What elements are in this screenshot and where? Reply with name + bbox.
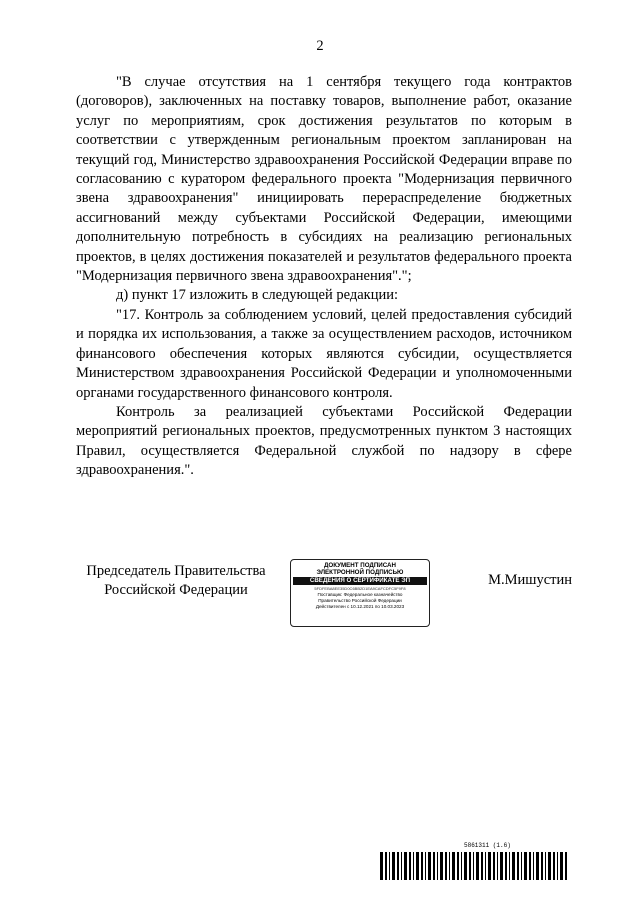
barcode-bar	[481, 852, 483, 880]
barcode-bar	[500, 852, 503, 880]
barcode-bar	[397, 852, 399, 880]
barcode-bar	[433, 852, 435, 880]
barcode	[380, 852, 568, 880]
signatory-name: М.Мишустин	[488, 572, 572, 588]
paragraph: "17. Контроль за соблюдением условий, целей предоставления субсидий и порядка их использования, а также за осуществлением расходов, источником финансового обеспечения которых являются субсидии, осуществляется Министерством здравоохранения Российской Федерации и уполномоченными органами государственного финансового контроля.	[76, 306, 572, 401]
barcode-bar	[473, 852, 474, 880]
barcode-bar	[505, 852, 507, 880]
barcode-bar	[440, 852, 443, 880]
barcode-bar	[409, 852, 411, 880]
barcode-bar	[548, 852, 551, 880]
stamp-heading-line: ДОКУМЕНТ ПОДПИСАН	[324, 562, 396, 569]
barcode-bar	[428, 852, 431, 880]
barcode-bar	[416, 852, 419, 880]
electronic-signature-stamp	[290, 559, 430, 627]
paragraph: "В случае отсутствия на 1 сентября текущего года контрактов (договоров), заключенных на поставку товаров, выполнение работ, оказание услуг по мероприятиям, срок достижения результатов по которым в соответствии с утвержденным региональным проектом запланирован на текущий год, Министерство здравоохранения Российской Федерации вправе по согласованию с куратором федерального проекта "Модернизация первичного звена здравоохранения" инициировать перераспределение бюджетных ассигнований между субъектами Российской Федерации, имеющими дополнительную потребность в субсидиях на реализацию региональных проектов, в целях достижения показателей и результатов федерального проекта "Модернизация первичного звена здравоохранения".";	[76, 74, 572, 285]
stamp-heading-line: ЭЛЕКТРОННОЙ ПОДПИСЬЮ	[316, 569, 404, 577]
barcode-bar	[457, 852, 459, 880]
barcode-bar	[437, 852, 438, 880]
page-number: 2	[316, 38, 324, 54]
document-code: 5861311 (1.6)	[464, 842, 511, 849]
barcode-bar	[464, 852, 467, 880]
barcode-bar	[533, 852, 534, 880]
barcode-bar	[476, 852, 479, 880]
stamp-serial: 5FDFEBA8EE35D0C6BB2D1EA9CAFCDFC5F9F8	[314, 586, 406, 592]
barcode-bar	[488, 852, 491, 880]
barcode-bar	[385, 852, 387, 880]
barcode-bar	[461, 852, 462, 880]
barcode-bar	[553, 852, 555, 880]
stamp-certificate-bar: СВЕДЕНИЯ О СЕРТИФИКАТЕ ЭП	[293, 577, 427, 585]
barcode-bar	[425, 852, 426, 880]
stamp-owner: Правительство Российской Федерации	[318, 598, 402, 604]
barcode-bar	[497, 852, 498, 880]
barcode-bar	[509, 852, 510, 880]
barcode-bar	[445, 852, 447, 880]
barcode-bar	[469, 852, 471, 880]
barcode-bar	[557, 852, 558, 880]
barcode-bar	[404, 852, 407, 880]
barcode-bar	[401, 852, 402, 880]
barcode-bar	[389, 852, 390, 880]
barcode-bar	[485, 852, 486, 880]
barcode-bar	[536, 852, 539, 880]
barcode-bar	[560, 852, 563, 880]
stamp-heading	[291, 562, 429, 576]
barcode-bar	[545, 852, 546, 880]
signatory-title-line: Председатель Правительства	[86, 563, 266, 579]
barcode-bar	[413, 852, 414, 880]
stamp-issuer: Поставщик: Федеральное казначейство	[317, 592, 403, 598]
barcode-bar	[541, 852, 543, 880]
barcode-bar	[421, 852, 423, 880]
document-body	[76, 73, 572, 481]
stamp-validity: Действителен с 10.12.2021 по 10.03.2023	[315, 604, 405, 610]
barcode-bar	[524, 852, 527, 880]
signatory-title	[76, 562, 276, 601]
barcode-bar	[565, 852, 567, 880]
paragraph: д) пункт 17 изложить в следующей редакции:	[116, 287, 398, 304]
signatory-title-line: Российской Федерации	[104, 582, 248, 599]
barcode-bar	[521, 852, 522, 880]
barcode-bar	[517, 852, 519, 880]
barcode-bar	[452, 852, 455, 880]
barcode-bar	[529, 852, 531, 880]
paragraph: Контроль за реализацией субъектами Российской Федерации мероприятий региональных проектов, предусмотренных пунктом 3 настоящих Правил, осуществляется Федеральной службой по надзору в сфере здравоохранения.".	[76, 403, 572, 479]
barcode-bar	[392, 852, 395, 880]
barcode-bar	[380, 852, 383, 880]
barcode-bar	[493, 852, 495, 880]
barcode-bar	[449, 852, 450, 880]
barcode-bar	[512, 852, 515, 880]
